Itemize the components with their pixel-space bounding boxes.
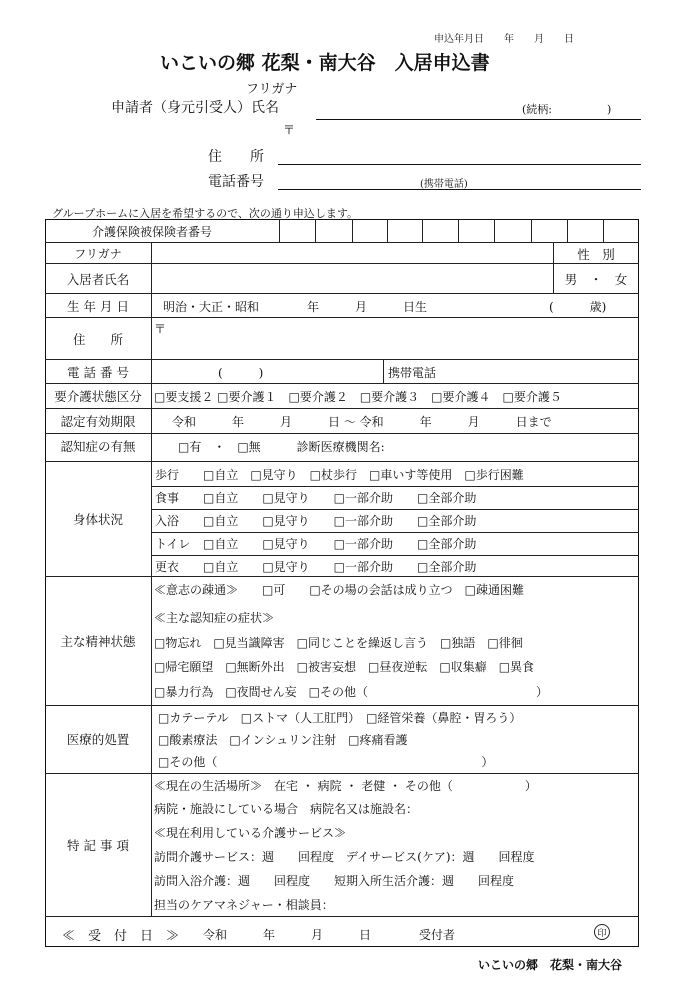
applicant-phone-label: 電話番号 xyxy=(208,174,264,190)
resident-postal-mark: 〒 xyxy=(154,322,167,336)
footer-facility-name: いこいの郷 花梨・南大谷 xyxy=(478,958,623,972)
body-item-name: トイレ xyxy=(155,537,191,551)
notes-line[interactable]: ≪現在の生活場所≫ 在宅 ・ 病院 ・ 老健 ・ その他（ ） xyxy=(154,779,537,793)
body-item-options[interactable]: □自立 □見守り □一部介助 □全部介助 xyxy=(203,491,477,505)
notes-line[interactable]: 訪問介護サービス：週 回程度 デイサービス(ケア)：週 回程度 xyxy=(154,850,535,864)
notes-line[interactable]: 病院・施設にしている場合 病院名又は施設名： xyxy=(154,802,419,816)
body-condition-label: 身体状況 xyxy=(72,511,123,527)
resident-phone-value[interactable]: ( ) xyxy=(218,366,264,380)
mental-line: ≪主な認知症の症状≫ xyxy=(154,611,275,625)
body-item-name: 歩行 xyxy=(155,468,180,482)
notes-line[interactable]: 担当のケアマネジャー・相談員： xyxy=(154,898,334,912)
resident-phone-label: 電 話 番 号 xyxy=(67,365,129,380)
dementia-label: 認知症の有無 xyxy=(60,438,136,454)
applicant-phone-line[interactable] xyxy=(278,189,641,190)
mental-line[interactable]: □物忘れ □見当識障害 □同じことを繰返し言う □独語 □徘徊 xyxy=(154,636,523,650)
medical-line[interactable]: □その他（ ） xyxy=(158,755,494,769)
body-item-options[interactable]: □自立 □見守り □一部介助 □全部介助 xyxy=(203,514,477,528)
resident-name-label: 入居者氏名 xyxy=(66,272,130,287)
dob-label: 生 年 月 日 xyxy=(67,299,129,314)
medical-care-label: 医療的処置 xyxy=(66,732,130,747)
applicant-mobile-label: (携帯電話) xyxy=(420,179,468,190)
insurance-number-label: 介護保険被保険者番号 xyxy=(92,225,213,239)
applicant-name-line[interactable] xyxy=(316,119,641,120)
medical-line[interactable]: □カテーテル □ストマ（人工肛門） □経管栄養（鼻腔・胃ろう） xyxy=(158,711,522,725)
mental-line[interactable]: □帰宅願望 □無断外出 □被害妄想 □昼夜逆転 □収集癖 □異食 xyxy=(154,660,535,674)
gender-label: 性 別 xyxy=(577,246,615,262)
applicant-postal-mark: 〒 xyxy=(283,123,296,137)
mental-line[interactable]: □暴力行為 □夜間せん妄 □その他（ ） xyxy=(154,685,549,699)
care-level-options[interactable]: □要支援２ □要介護１ □要介護２ □要介護３ □要介護４ □要介護５ xyxy=(154,390,562,404)
body-item-name: 入浴 xyxy=(155,514,180,528)
body-item-name: 食事 xyxy=(155,491,180,505)
care-level-label: 要介護状態区分 xyxy=(54,389,142,404)
body-item-name: 更衣 xyxy=(155,560,180,574)
valid-period-value[interactable]: 令和 年 月 日 ～ 令和 年 月 日まで xyxy=(172,415,552,429)
furigana-label: フリガナ xyxy=(74,247,122,261)
body-item-options[interactable]: □自立 □見守り □杖歩行 □車いす等使用 □歩行困難 xyxy=(203,468,524,482)
reception-date-value[interactable]: 令和 年 月 日 受付者 xyxy=(203,928,456,942)
applicant-address-label: 住 所 xyxy=(208,149,264,165)
notes-line: ≪現在利用している介護サービス≫ xyxy=(154,826,347,840)
relation-field[interactable]: (続柄: ) xyxy=(522,103,612,116)
gender-options[interactable]: 男 ・ 女 xyxy=(564,272,628,287)
notes-line[interactable]: 訪問入浴介護：週 回程度 短期入所生活介護：週 回程度 xyxy=(154,874,515,888)
application-date-label: 申込年月日 年 月 日 xyxy=(434,34,574,45)
applicant-name-label: 申請者（身元引受人）氏名 xyxy=(111,100,279,116)
applicant-furigana-label: フリガナ xyxy=(246,82,298,97)
applicant-address-line[interactable] xyxy=(278,164,641,165)
resident-mobile-label: 携帯電話 xyxy=(388,366,437,380)
body-item-options[interactable]: □自立 □見守り □一部介助 □全部介助 xyxy=(203,560,477,574)
resident-address-label: 住 所 xyxy=(72,332,123,347)
dementia-options[interactable]: □有 ・ □無 診断医療機関名: xyxy=(178,440,385,454)
mental-line[interactable]: ≪意志の疎通≫ □可 □その場の会話は成り立つ □疎通困難 xyxy=(154,583,525,597)
intro-text: グループホームに入居を希望するので、次の通り申込します。 xyxy=(52,207,359,220)
body-item-options[interactable]: □自立 □見守り □一部介助 □全部介助 xyxy=(203,537,477,551)
special-notes-label: 特 記 事 項 xyxy=(67,837,129,853)
age-value[interactable]: ( 歳) xyxy=(549,300,607,314)
reception-date-label: ≪ 受 付 日 ≫ xyxy=(62,929,180,944)
dob-value[interactable]: 明治・大正・昭和 年 月 日生 xyxy=(163,300,428,314)
valid-period-label: 認定有効期限 xyxy=(60,413,136,429)
medical-line[interactable]: □酸素療法 □インシュリン注射 □疼痛看護 xyxy=(158,733,408,747)
seal-mark: 印 xyxy=(594,924,610,940)
mental-state-label: 主な精神状態 xyxy=(60,633,136,649)
page-title: いこいの郷 花梨・南大谷 入居申込書 xyxy=(160,52,490,74)
